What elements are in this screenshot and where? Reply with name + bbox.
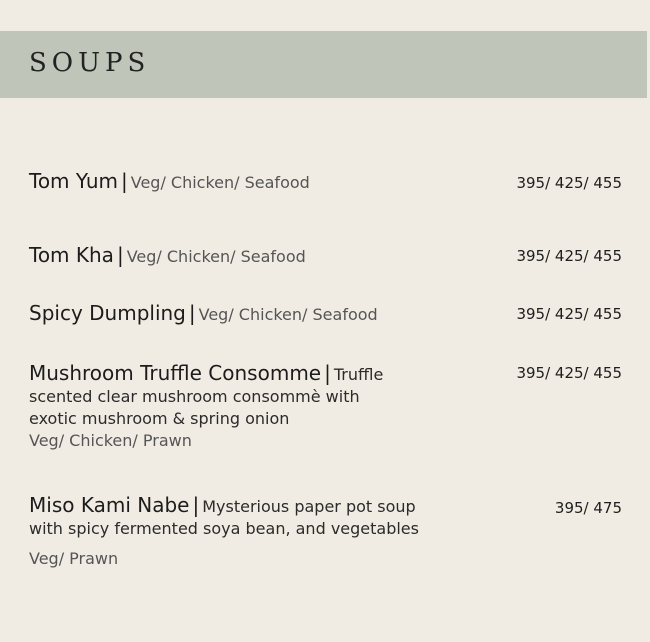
menu-item-tom-kha	[29, 244, 469, 268]
item-options: Veg/ Chicken/ Prawn	[29, 431, 192, 450]
item-price: 395/ 425/ 455	[516, 247, 622, 265]
menu-item-mushroom-truffle-consomme	[29, 362, 469, 452]
item-separator: |	[116, 243, 124, 267]
item-description: scented clear mushroom consommè with	[29, 387, 360, 406]
menu-item-spicy-dumpling	[29, 302, 469, 326]
item-options: Veg/ Chicken/ Seafood	[130, 173, 310, 192]
item-separator: |	[192, 493, 200, 517]
item-price: 395/ 425/ 455	[516, 174, 622, 192]
item-separator: |	[324, 361, 331, 385]
item-name: Tom Yum	[29, 169, 118, 193]
menu-item-tom-yum	[29, 170, 469, 194]
item-name: Tom Kha	[29, 243, 114, 267]
item-price: 395/ 425/ 455	[516, 305, 622, 323]
item-name: Spicy Dumpling	[29, 301, 186, 325]
item-separator: |	[188, 301, 196, 325]
item-name: Miso Kami Nabe	[29, 493, 190, 517]
item-description: Truffle	[333, 365, 384, 384]
item-options: Veg/ Chicken/ Seafood	[126, 247, 306, 266]
item-description: exotic mushroom & spring onion	[29, 409, 290, 428]
menu-item-miso-kami-nabe	[29, 494, 489, 570]
section-title: SOUPS	[29, 48, 151, 78]
item-options: Veg/ Prawn	[29, 549, 119, 568]
item-price: 395/ 425/ 455	[516, 364, 622, 382]
item-options: Veg/ Chicken/ Seafood	[198, 305, 378, 324]
item-description: with spicy fermented soya bean, and vegetables	[29, 519, 419, 538]
item-name: Mushroom Truffle Consomme	[29, 361, 322, 385]
item-description: Mysterious paper pot soup	[202, 497, 416, 516]
item-price: 395/ 475	[554, 499, 622, 517]
item-separator: |	[120, 169, 128, 193]
